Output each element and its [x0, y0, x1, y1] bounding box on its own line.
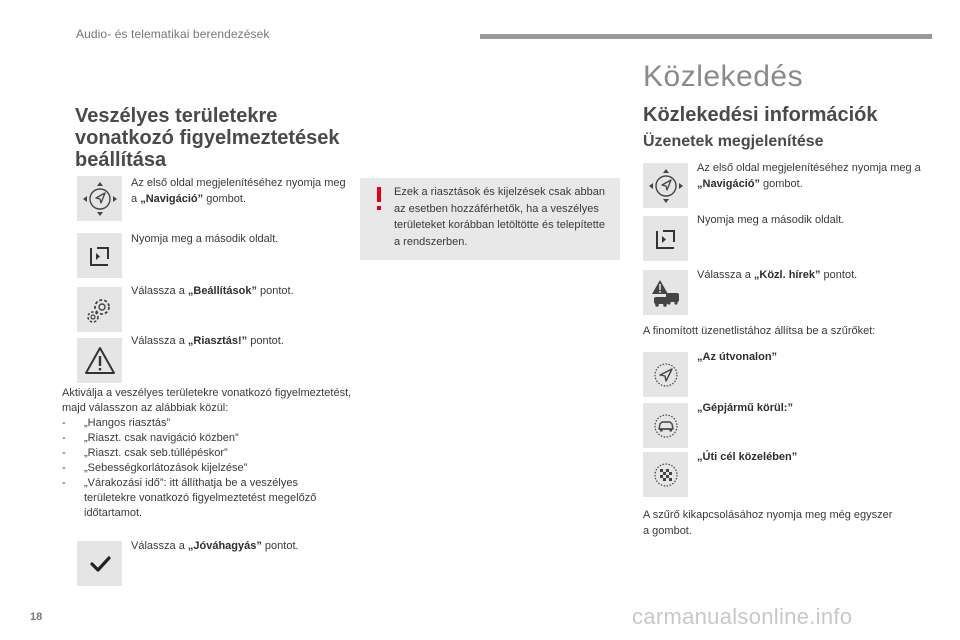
navigation-label: „Navigáció” [697, 178, 760, 190]
traffic-news-label: „Közl. hírek” [753, 269, 821, 281]
traffic-icon-tile [643, 270, 688, 315]
alert-icon-tile [77, 338, 122, 383]
list-item: - „Riaszt. csak navigáció közben” [62, 432, 239, 444]
filter-vehicle-label: „Gépjármű körül:” [697, 402, 793, 414]
left-step-1-text: Az első oldal megjelenítéséhez nyomja meg a „Navigáció” gombot. [131, 177, 346, 205]
destination-filter-button[interactable] [643, 452, 688, 497]
list-item: - „Sebességkorlátozások kijelzése” [62, 462, 248, 474]
right-step-1-text: Az első oldal megjelenítéséhez nyomja meg a „Navigáció” gombot. [697, 162, 921, 190]
right-heading: Közlekedési információk [643, 104, 878, 126]
left-heading-line-3: beállítása [75, 149, 167, 171]
warning-triangle-icon [83, 344, 117, 378]
section-title: Közlekedés [643, 60, 804, 93]
left-heading [75, 105, 355, 171]
checkmark-icon [85, 549, 115, 579]
next-page-icon-tile [77, 233, 122, 278]
destination-flag-icon [649, 458, 683, 492]
traffic-info-icon [648, 275, 684, 311]
settings-icon-tile [77, 287, 122, 332]
filter-intro: A finomított üzenetlistához állítsa be a szűrőket: [643, 325, 876, 337]
left-heading-line-2: vonatkozó figyelmeztetések [75, 127, 340, 149]
navigation-icon-tile [77, 176, 122, 221]
route-filter-button[interactable] [643, 352, 688, 397]
filter-route-label: „Az útvonalon” [697, 351, 778, 363]
exclamation-icon [376, 187, 382, 211]
next-page-icon [85, 241, 115, 271]
settings-gears-icon [83, 293, 117, 327]
navigation-label: „Navigáció” [140, 193, 204, 205]
route-arrow-icon [649, 358, 683, 392]
list-item: - „Hangos riasztás” [62, 417, 171, 429]
right-subheading: Üzenetek megjelenítése [643, 133, 824, 150]
alert-label: „Riasztás!” [187, 335, 248, 347]
left-step-3-text: Válassza a „Beállítások” pontot. [131, 285, 294, 297]
confirm-icon-tile [77, 541, 122, 586]
alert-options-list [62, 386, 352, 521]
left-heading-line-1: Veszélyes területekre [75, 105, 278, 127]
page-number: 18 [30, 611, 43, 623]
navigation-compass-icon [646, 166, 686, 206]
note-text: Ezek a riasztások és kijelzések csak abban az esetben hozzáférhetők, ha a veszélyes területeket korábban letöltötte és telepítette a rendszerben. [394, 186, 605, 248]
watermark: carmanualsonline.info [632, 604, 853, 629]
settings-label: „Beállítások” [187, 285, 257, 297]
left-step-2-text: Nyomja meg a második oldalt. [131, 233, 279, 245]
alert-options-intro: Aktiválja a veszélyes területekre vonatkozó figyelmeztetést, majd válasszon az alábbiak közül: [62, 387, 352, 414]
right-step-2-text: Nyomja meg a második oldalt. [697, 214, 845, 226]
left-step-4-text: Válassza a „Riasztás!” pontot. [131, 335, 284, 347]
navigation-icon-tile [643, 163, 688, 208]
confirm-label: „Jóváhagyás” [187, 540, 262, 552]
filter-destination-label: „Úti cél közelében” [697, 451, 798, 463]
vehicle-around-icon [649, 409, 683, 443]
header-rule [480, 34, 932, 39]
list-item: - „Várakozási idő”: itt állíthatja be a veszélyes területekre vonatkozó figyelmeztetést megelőző időtartamot. [62, 477, 317, 519]
navigation-compass-icon [80, 179, 120, 219]
left-step-5-text: Válassza a „Jóváhagyás” pontot. [131, 540, 299, 552]
section-header: Audio- és telematikai berendezések [76, 27, 270, 41]
next-page-icon [651, 224, 681, 254]
next-page-icon-tile [643, 216, 688, 261]
right-step-3-text: Válassza a „Közl. hírek” pontot. [697, 269, 858, 281]
vehicle-filter-button[interactable] [643, 403, 688, 448]
list-item: - „Riaszt. csak seb.túllépéskor” [62, 447, 228, 459]
filter-off-note: A szűrő kikapcsolásához nyomja meg még egyszer a gombot. [643, 509, 893, 537]
